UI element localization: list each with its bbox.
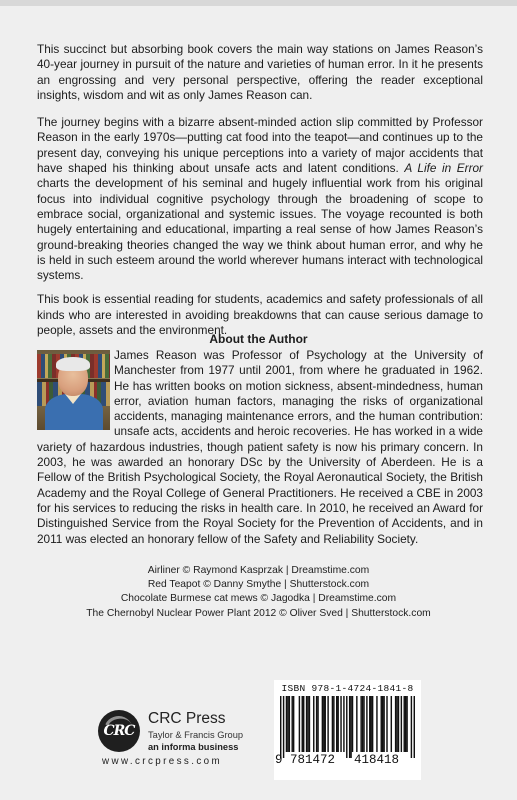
barcode-bar [411, 696, 412, 758]
barcode-bar [286, 696, 287, 752]
barcode-bar [332, 696, 333, 752]
blurb-paragraph-1: This succinct but absorbing book covers the main way stations on James Reason’s 40-year journey in pursuit of the nature and varieties of human error. In it he presents an engrossing and very personal perspective, offering the reader exceptional insights, wisdom and wit as only James Reason can. [37, 42, 483, 102]
barcode-bar [303, 696, 304, 752]
barcode-bar [333, 696, 334, 752]
barcode-bar [376, 696, 377, 752]
barcode-bar [299, 696, 300, 752]
publisher-group: Taylor & Francis Group [148, 730, 244, 740]
barcode-bar [360, 696, 361, 752]
barcode-bar [386, 696, 387, 752]
barcode-bar [352, 696, 353, 752]
barcode-bar [317, 696, 318, 752]
ean13-barcode-icon [280, 696, 415, 758]
barcode-bar [349, 696, 350, 758]
barcode-bar [372, 696, 373, 752]
barcode-bar [291, 696, 292, 752]
barcode-digit-first: 9 [275, 753, 283, 767]
barcode-bar [362, 696, 363, 752]
barcode-bar [404, 696, 405, 752]
barcode-bar [381, 696, 382, 752]
barcode-bar [350, 696, 351, 758]
barcode-bar [382, 696, 383, 752]
barcode-bar [356, 696, 357, 752]
barcode-bar [283, 696, 284, 758]
barcode-digits-left: 781472 [290, 753, 336, 767]
blurb-paragraph-3: This book is essential reading for students, academics and safety professionals of all kinds who are interested in avoiding breakdowns that can cause serious damage to people, assets and the environment. [37, 292, 483, 338]
barcode-panel [274, 680, 421, 780]
publisher-website-link[interactable]: www.crcpress.com [102, 756, 223, 767]
barcode-bar [343, 696, 344, 752]
publisher-block [98, 708, 258, 770]
barcode-bar [370, 696, 371, 752]
book-title-italic: A Life in Error [404, 161, 483, 176]
crc-press-logo-icon: CRC [98, 710, 140, 752]
author-bio-text: James Reason was Professor of Psychology at the University of Manchester from 1977 until 2001, from where he graduated in 1962. He has written books on motion sickness, absent-mindedness, human error, aviation human factors, managing the risks of organizational accidents, managing maintenance errors, and the human contribution: unsafe acts, accidents and heroic recoveries. He has worked in a wide variety of hazardous industries, though patient safety is now his primary concern. In 2003, he was awarded an honorary DSc by the University of Aberdeen. He is a Fellow of the British Psychological Society, the Royal Aeronautical Society, the British Academy and the Royal College of General Practitioners. He received a CBE in 2003 for his services to reducing the risks in health care. In 2010, he received an Award for Distinguished Service from the Royal Society for the Prevention of Accidents, and in 2011 was elected an honorary fellow of the Safety and Reliability Society. [37, 348, 483, 546]
credit-line: The Chernobyl Nuclear Power Plant 2012 © Oliver Sved | Shutterstock.com [86, 607, 431, 619]
barcode-bar [391, 696, 392, 752]
blurb-paragraph-2 [37, 115, 483, 283]
barcode-bar [302, 696, 303, 752]
barcode-bar [289, 696, 290, 752]
barcode-bar [337, 696, 338, 752]
barcode-bar [401, 696, 402, 752]
barcode-bar [336, 696, 337, 752]
blurb-paragraph-2-intro: The journey begins with a bizarre absent-minded action slip committed by Professor Reason in the early 1970s—putting cat food into the teapot—and continues up to the present day, conveying his unique perceptions into a variety of major accidents that have shaped his thinking about unsafe acts and latent conditions. [37, 115, 483, 176]
barcode-bar [405, 696, 406, 752]
barcode-bar [406, 696, 407, 752]
barcode-bar [293, 696, 294, 752]
barcode-bar [323, 696, 324, 752]
author-bio-block [37, 348, 483, 547]
credit-line: Chocolate Burmese cat mews © Jagodka | Dreamstime.com [120, 593, 397, 605]
barcode-bar [280, 696, 281, 758]
barcode-bar [383, 696, 384, 752]
barcode-digits-right: 418418 [354, 753, 400, 767]
isbn-label: ISBN 978-1-4724-1841-8 [281, 683, 414, 694]
barcode-bar [327, 696, 328, 752]
book-blurb [37, 42, 483, 350]
publisher-name: CRC Press [148, 710, 226, 727]
barcode-bar [340, 696, 341, 752]
image-credits [0, 564, 517, 621]
barcode-bar [322, 696, 323, 752]
barcode-bar [369, 696, 370, 752]
barcode-bar [395, 696, 396, 752]
about-author-heading: About the Author [209, 332, 308, 346]
barcode-bar [313, 696, 314, 752]
barcode-bar [287, 696, 288, 752]
barcode-bar [307, 696, 308, 752]
barcode-bar [414, 696, 415, 758]
barcode-bar [325, 696, 326, 752]
barcode-bar [363, 696, 364, 752]
barcode-bar [306, 696, 307, 752]
credit-line: Red Teapot © Danny Smythe | Shutterstock.com [147, 579, 370, 591]
barcode-bar [346, 696, 347, 758]
barcode-bar [366, 696, 367, 752]
barcode-bar [398, 696, 399, 752]
barcode-bar [316, 696, 317, 752]
credit-line: Airliner © Raymond Kasprzak | Dreamstime.com [147, 565, 370, 576]
barcode-bar [396, 696, 397, 752]
barcode-bar [309, 696, 310, 752]
author-portrait-photo [37, 350, 110, 430]
blurb-paragraph-2-rest: charts the development of his seminal and hugely influential work from his original focus into individual cognitive psychology through the broadening of scope to embrace social, organizational and systemic issues. The voyage recounted is both hugely entertaining and educational, imparting a real sense of how James Reason’s ground-breaking theories changed the way we think about human error, and why he is held in such esteem around the world wherever humans interact with technological systems. [37, 176, 483, 283]
publisher-tagline: an informa business [148, 742, 239, 752]
